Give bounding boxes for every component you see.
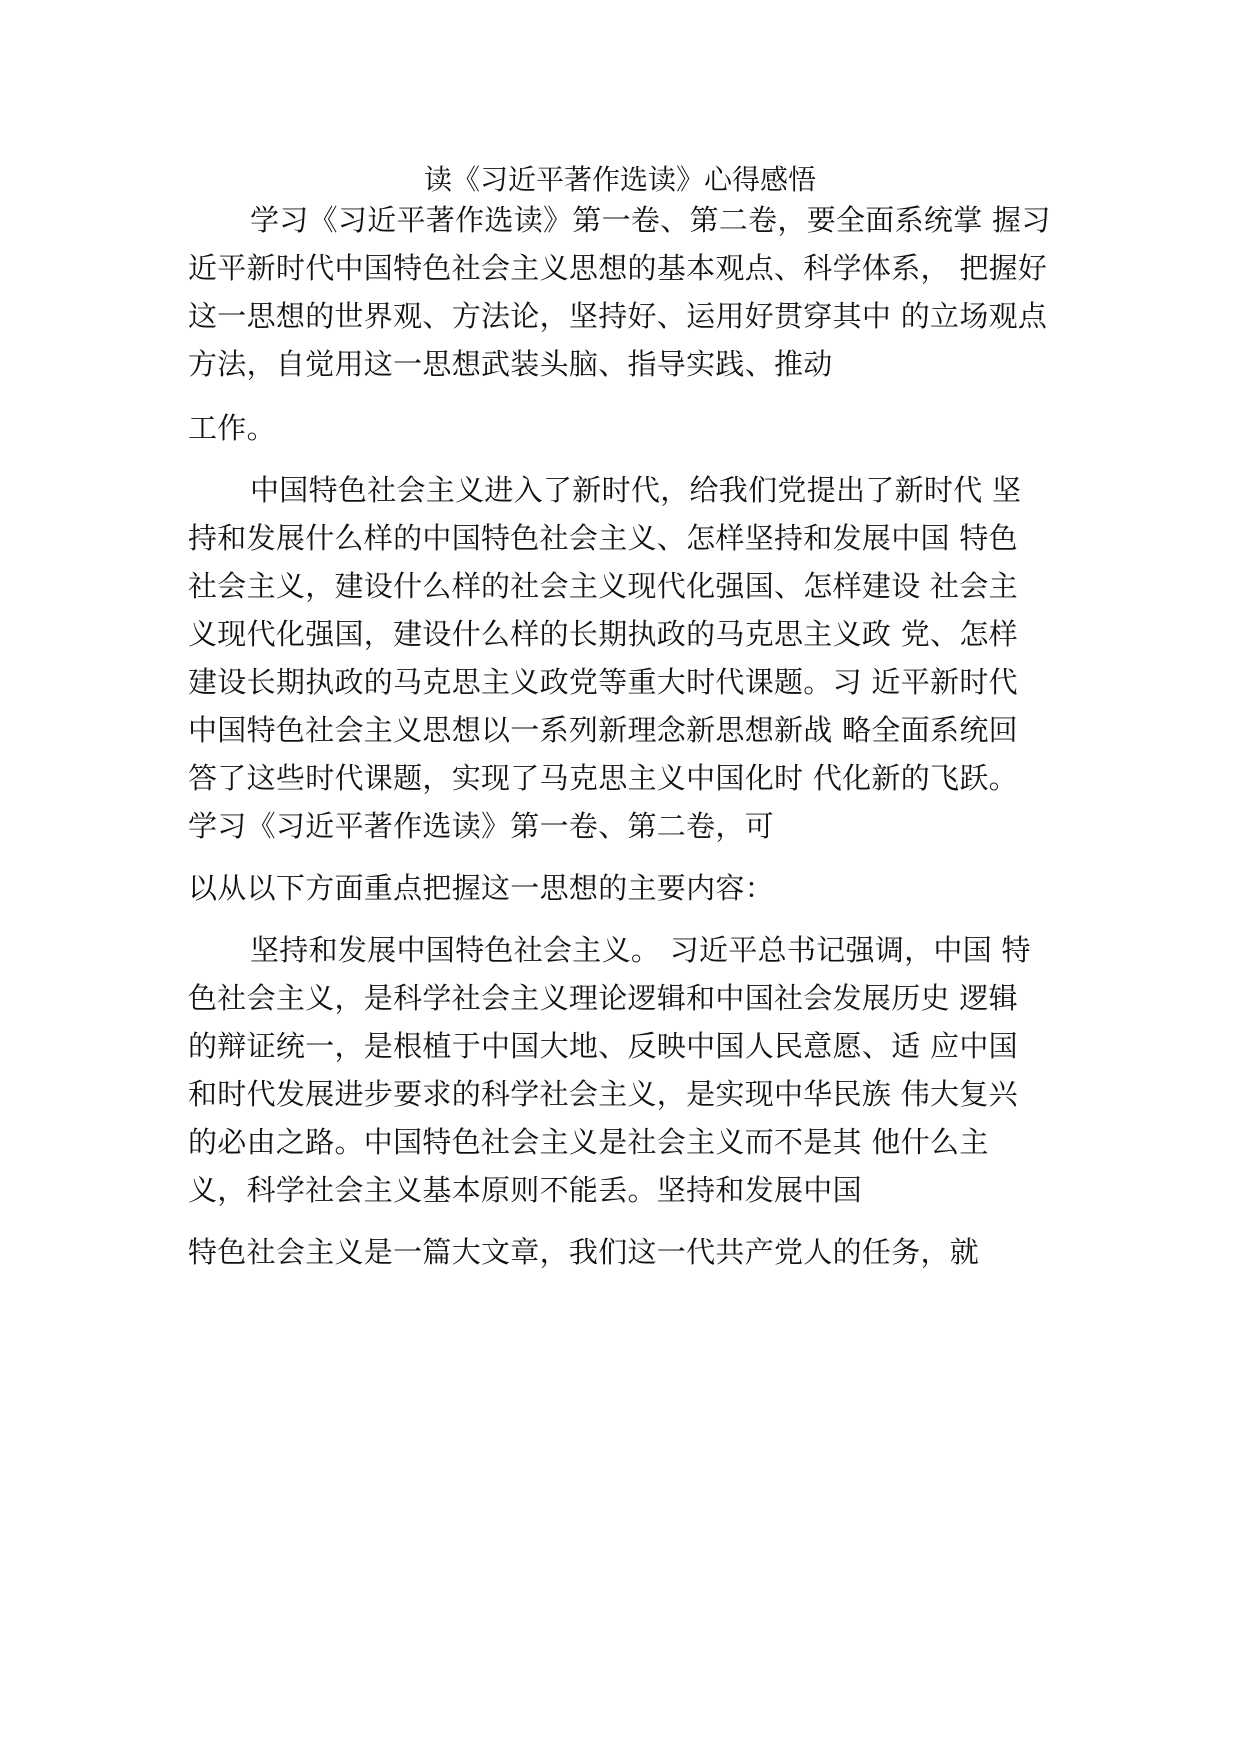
paragraph-line: 的辩证统一，是根植于中国大地、反映中国人民意愿、适 应中国 <box>188 1029 1018 1063</box>
paragraph-line: 方法，自觉用这一思想武装头脑、指导实践、推动 <box>188 347 833 381</box>
paragraph-line: 学习《习近平著作选读》第一卷、第二卷，要全面系统掌 握习 <box>250 203 1051 237</box>
paragraph-line: 的必由之路。中国特色社会主义是社会主义而不是其 他什么主 <box>188 1125 989 1159</box>
paragraph-line: 社会主义，建设什么样的社会主义现代化强国、怎样建设 社会主 <box>188 569 1018 603</box>
paragraph-line: 中国特色社会主义思想以一系列新理念新思想新战 略全面系统回 <box>188 713 1018 747</box>
paragraph-line: 和时代发展进步要求的科学社会主义，是实现中华民族 伟大复兴 <box>188 1077 1018 1111</box>
paragraph-line: 学习《习近平著作选读》第一卷、第二卷，可 <box>188 809 775 843</box>
paragraph-line: 中国特色社会主义进入了新时代，给我们党提出了新时代 坚 <box>250 473 1022 507</box>
paragraph-line: 义现代化强国，建设什么样的长期执政的马克思主义政 党、怎样 <box>188 617 1018 651</box>
paragraph-line: 以从以下方面重点把握这一思想的主要内容： <box>188 871 775 905</box>
paragraph-line: 建设长期执政的马克思主义政党等重大时代课题。习 近平新时代 <box>188 665 1018 699</box>
paragraph-line: 义，科学社会主义基本原则不能丢。坚持和发展中国 <box>188 1173 862 1207</box>
paragraph-line: 这一思想的世界观、方法论，坚持好、运用好贯穿其中 的立场观点 <box>188 299 1048 333</box>
paragraph-line: 坚持和发展中国特色社会主义。 习近平总书记强调，中国 特 <box>250 933 1031 967</box>
paragraph-line: 持和发展什么样的中国特色社会主义、怎样坚持和发展中国 特色 <box>188 521 1018 555</box>
document-title: 读《习近平著作选读》心得感悟 <box>423 163 816 196</box>
paragraph-line: 色社会主义，是科学社会主义理论逻辑和中国社会发展历史 逻辑 <box>188 981 1018 1015</box>
paragraph-line: 答了这些时代课题，实现了马克思主义中国化时 代化新的飞跃。 <box>188 761 1018 795</box>
paragraph-line: 特色社会主义是一篇大文章，我们这一代共产党人的任务，就 <box>188 1235 980 1269</box>
paragraph-line: 工作。 <box>188 411 276 445</box>
paragraph-line: 近平新时代中国特色社会主义思想的基本观点、科学体系， 把握好 <box>188 251 1048 285</box>
